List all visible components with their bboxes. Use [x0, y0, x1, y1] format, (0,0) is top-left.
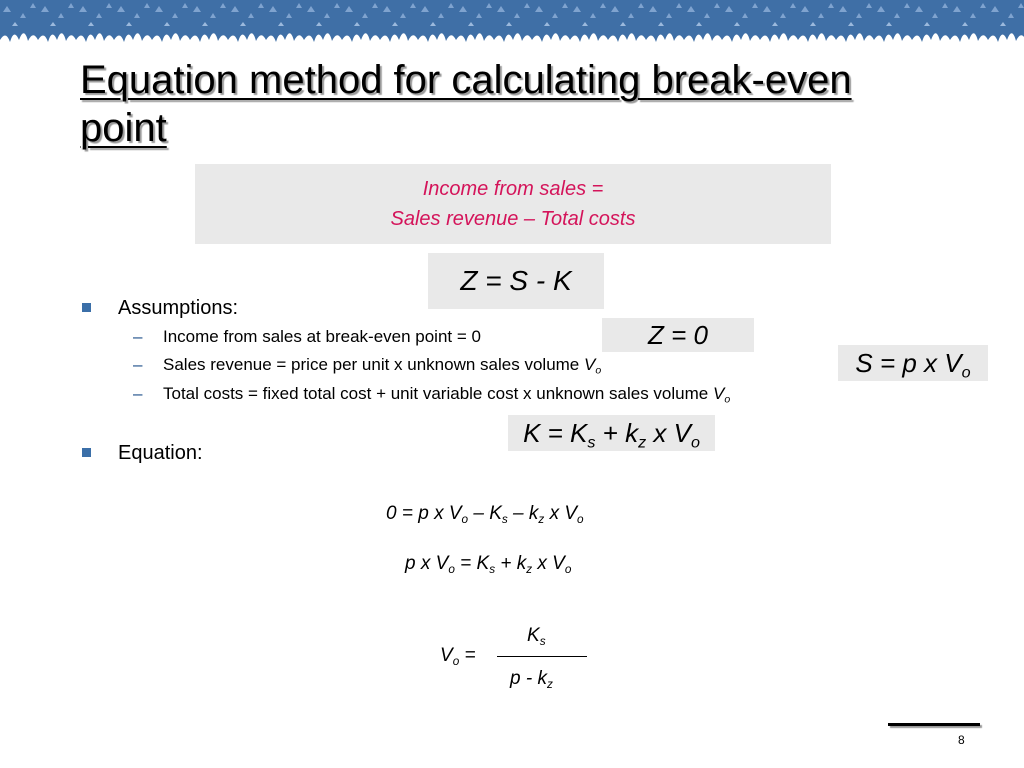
income-definition-box: [195, 164, 831, 244]
formula-z-zero: Z = 0: [602, 318, 754, 352]
slide-title: Equation method for calculating break-even point: [80, 58, 852, 150]
assumption-item-3: – Total costs = fixed total cost + unit variable cost x unknown sales volume $V_o$: [133, 384, 731, 406]
formula-s-p-v: S = p x $V_o$: [838, 345, 988, 381]
decorative-banner: [0, 0, 1024, 60]
dash-icon: –: [133, 355, 143, 374]
fraction-denominator: p - $k_z$: [510, 668, 553, 692]
footer-rule: [888, 723, 980, 726]
income-definition-line1: Income from sales =: [422, 178, 604, 200]
assumption-item-1-text: Income from sales at break-even point = 0: [163, 327, 481, 346]
equation-heading: Equation:: [118, 442, 203, 464]
assumption-item-3-text: Total costs = fixed total cost + unit variable cost x unknown sales volume: [163, 384, 709, 403]
fraction-line: [497, 656, 587, 657]
assumption-item-2-text: Sales revenue = price per unit x unknown sales volume: [163, 355, 580, 374]
bullet-square-icon: [82, 448, 91, 457]
assumption-item-1: [133, 326, 481, 348]
page-number: 8: [958, 733, 965, 747]
equation-line-2: p x $V_o = K_s + k_z$ x $V_o$: [405, 553, 572, 577]
assumptions-heading: Assumptions:: [118, 297, 239, 319]
formula-k-ks-kz-v: $K = K_s + k_z$ x $V_o$: [508, 415, 715, 451]
fraction-numerator: $K_s$: [527, 625, 546, 649]
formula-z-s-k: Z = S - K: [428, 253, 604, 309]
equation-bullet: [118, 440, 203, 466]
assumption-item-2: – Sales revenue = price per unit x unknown sales volume $V_o$: [133, 355, 602, 377]
assumptions-bullet: [118, 295, 238, 321]
dash-icon: –: [133, 327, 143, 346]
bullet-square-icon: [82, 303, 91, 312]
income-definition-line2: Sales revenue – Total costs: [390, 208, 636, 230]
dash-icon: –: [133, 384, 143, 403]
equation-line-1: 0 = p x $V_o - K_s - k_z$ x $V_o$: [386, 503, 584, 527]
fraction-lhs: $V_o$ =: [440, 645, 476, 669]
